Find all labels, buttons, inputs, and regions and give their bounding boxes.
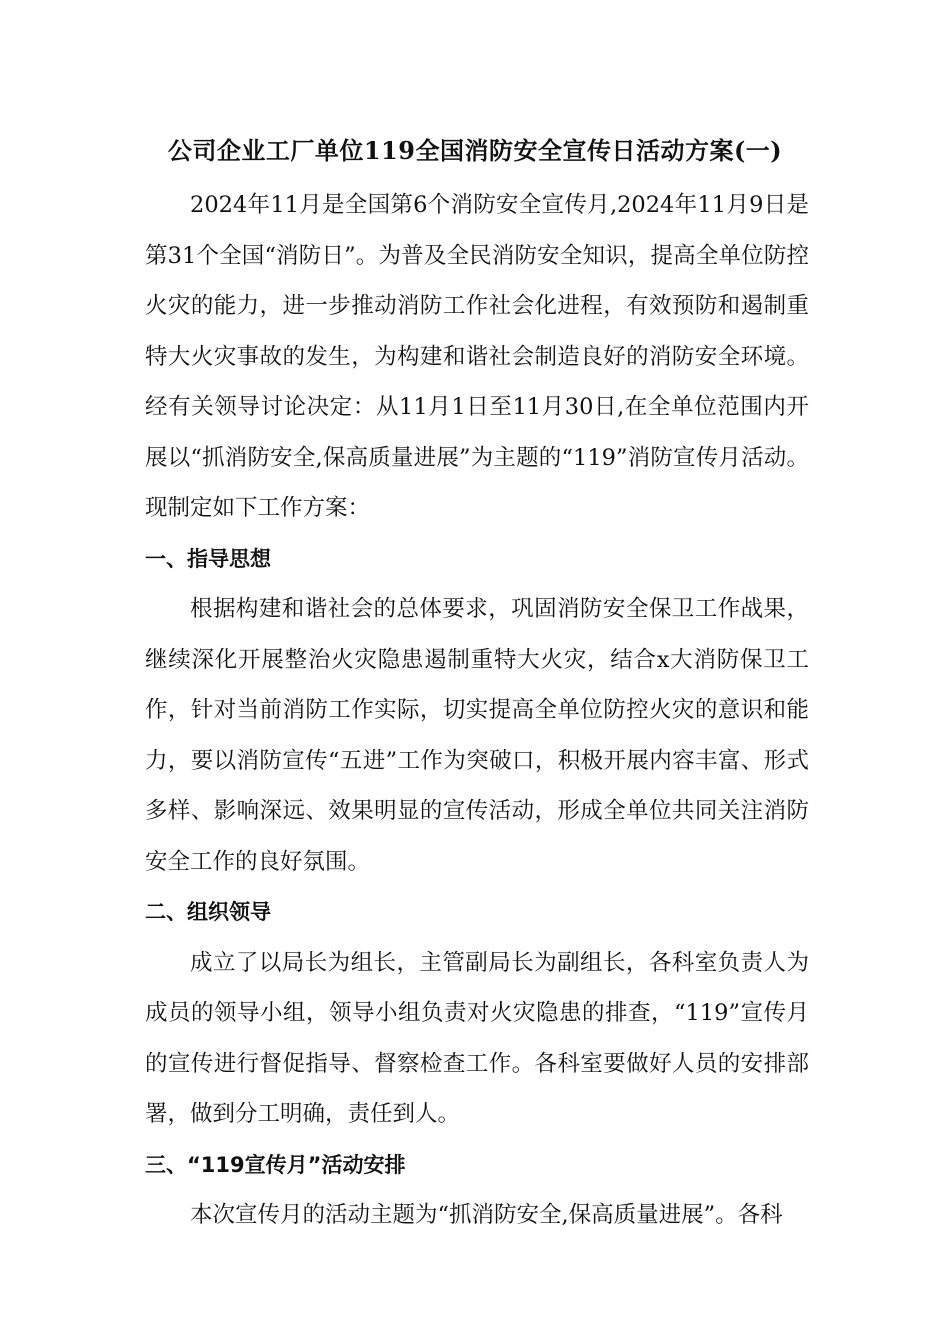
section-heading-guiding-ideology: 一、指导思想 xyxy=(145,546,271,571)
section-heading-organization: 二、组织领导 xyxy=(145,900,271,924)
intro-paragraph: 2024年11月是全国第6个消防安全宣传月,2024年11月9日是第31个全国“消防日”。为普及全民消防安全知识，提高全单位防控火灾的能力，进一步推动消防工作社会化进程，有效预防和遏制重特大火灾事故的发生，为构建和谐社会制造良好的消防安全环境。经有关领导讨论决定：从11月1日至11月30日,在全单位范围内开展以“抓消防安全,保高质量进展”为主题的“119”消防宣传月活动。现制定如下工作方案： xyxy=(145,192,809,521)
section-heading-activity-arrangement: 三、“119宣传月”活动安排 xyxy=(145,1152,406,1177)
section-paragraph-guiding-ideology: 根据构建和谐社会的总体要求，巩固消防安全保卫工作战果，继续深化开展整治火灾隐患遏制重特大火灾，结合x大消防保卫工作，针对当前消防工作实际，切实提高全单位防控火灾的意识和能力，要以消防宣传“五进”工作为突破口，积极开展内容丰富、形式多样、影响深远、效果明显的宣传活动，形成全单位共同关注消防安全工作的良好氛围。 xyxy=(145,596,809,875)
document-title: 公司企业工厂单位119全国消防安全宣传日活动方案(一) xyxy=(167,136,783,165)
section-paragraph-organization: 成立了以局长为组长，主管副局长为副组长，各科室负责人为成员的领导小组，领导小组负责对火灾隐患的排查，“119”宣传月的宣传进行督促指导、督察检查工作。各科室要做好人员的安排部署，做到分工明确，责任到人。 xyxy=(145,949,809,1127)
section-paragraph-activity-arrangement: 本次宣传月的活动主题为“抓消防安全,保高质量进展”。各科 xyxy=(190,1202,783,1228)
document-body xyxy=(145,180,809,1241)
